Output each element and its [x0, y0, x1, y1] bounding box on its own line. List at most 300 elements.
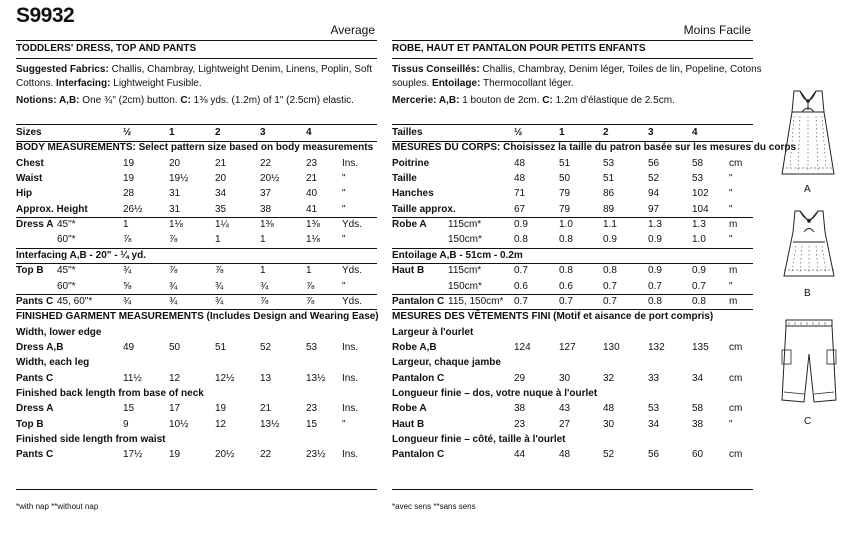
row-label: Top B — [16, 265, 44, 277]
size-cell: 35 — [215, 203, 227, 215]
pants-c-illustration — [776, 316, 842, 412]
unit-cell: " — [342, 188, 346, 200]
size-cell: 1 — [260, 265, 266, 277]
size-cell: ⅞ — [215, 265, 224, 277]
size-cell: 50 — [559, 173, 571, 185]
size-cell: 58 — [692, 157, 704, 169]
size-cell: 33 — [648, 372, 660, 384]
table-row — [16, 342, 377, 355]
size-cell: 1⅛ — [306, 234, 320, 246]
size-cell: 4 — [692, 127, 698, 138]
fabrics-text-fr: Challis, Chambray, Denim léger, Toiles de lin, Popeline, Cotons — [479, 64, 762, 75]
notions-label: Notions: A,B: — [16, 95, 80, 106]
unit-cell: Ins. — [342, 341, 359, 353]
row-label: Tailles — [392, 127, 423, 138]
size-cell: 29 — [514, 372, 526, 384]
size-cell: 22 — [260, 157, 272, 169]
size-cell: 13 — [260, 372, 272, 384]
row-label: Pantalon C — [392, 295, 445, 307]
size-cell: 52 — [260, 341, 272, 353]
size-cell: 30 — [559, 372, 571, 384]
size-cell: 1 — [215, 234, 221, 246]
row-divider — [392, 248, 753, 249]
size-cell: 1⅜ — [306, 219, 320, 231]
row-label: Pants C — [16, 372, 54, 384]
row-label: Robe A — [392, 219, 427, 231]
section-heading-text: Largeur, chaque jambe — [392, 357, 501, 369]
row-divider — [16, 248, 377, 249]
size-cell: 124 — [514, 341, 531, 353]
size-cell: 34 — [692, 372, 704, 384]
interfacing-text: Lightweight Fusible. — [110, 78, 202, 89]
size-cell: 15 — [123, 403, 135, 415]
size-cell: 1⅛ — [169, 219, 183, 231]
size-cell: 26½ — [123, 203, 143, 215]
size-cell: ½ — [514, 127, 523, 138]
row-label: Hanches — [392, 188, 434, 200]
size-cell: ⅞ — [306, 295, 315, 307]
figure-b-label: B — [804, 288, 811, 299]
fabrics-text: Challis, Chambray, Lightweight Denim, Linens, Poplin, Soft — [108, 64, 373, 75]
size-cell: 60 — [692, 449, 704, 461]
size-cell: 102 — [692, 188, 709, 200]
section-heading-text: Longueur finie – côté, taille à l'ourlet — [392, 434, 566, 445]
size-cell: 0.8 — [559, 265, 573, 277]
unit-cell: m — [729, 219, 738, 231]
unit-cell: cm — [729, 157, 743, 169]
size-cell: ⅞ — [169, 234, 178, 246]
section-heading — [392, 388, 753, 401]
table-bottom-rule-fr — [392, 489, 753, 490]
fabric-width-cell: 45, 60"* — [57, 295, 93, 307]
table-bottom-rule — [16, 489, 377, 490]
row-label: Haut B — [392, 418, 425, 430]
size-cell: 1.1 — [603, 219, 617, 231]
table-row — [392, 265, 753, 278]
size-cell: 1.3 — [692, 219, 706, 231]
fabric-width-cell: 150cm* — [448, 280, 482, 292]
interfacing-label: Interfacing: — [56, 78, 111, 89]
table-row — [392, 419, 753, 432]
table-header-row — [16, 127, 377, 140]
fabric-width-cell: 150cm* — [448, 234, 482, 246]
size-cell: 1 — [559, 127, 565, 138]
size-cell: 56 — [648, 449, 660, 461]
size-cell: 34 — [215, 188, 227, 200]
title-rule — [16, 40, 377, 41]
section-heading-text: MESURES DU CORPS: Choisissez la taille du patron basée sur les mesures du corps — [392, 142, 797, 154]
unit-cell: " — [729, 173, 733, 185]
row-label: Pants C — [16, 449, 54, 461]
size-cell: 48 — [603, 403, 615, 415]
row-label: Chest — [16, 157, 44, 169]
size-cell: 23 — [514, 418, 526, 430]
section-heading — [392, 250, 753, 263]
pattern-title: TODDLERS' DRESS, TOP AND PANTS — [16, 43, 197, 54]
section-heading — [392, 327, 753, 340]
table-row — [16, 173, 377, 186]
size-cell: 32 — [603, 372, 615, 384]
footnote-fr: *avec sens **sans sens — [392, 502, 476, 511]
pattern-title-fr: ROBE, HAUT ET PANTALON POUR PETITS ENFANTS — [392, 43, 646, 54]
size-cell: 135 — [692, 341, 709, 353]
size-cell: 132 — [648, 341, 665, 353]
notions-c-label-fr: C: — [542, 95, 553, 106]
fabrics-text-2-fr: souples. — [392, 78, 433, 89]
row-label: Waist — [16, 173, 43, 185]
section-heading-text: Finished back length from base of neck — [16, 387, 204, 399]
unit-cell: " — [729, 188, 733, 200]
size-cell: 20½ — [215, 449, 235, 461]
row-label: Pants C — [16, 295, 54, 307]
row-label: Hip — [16, 188, 33, 200]
section-heading — [16, 142, 377, 155]
unit-cell: " — [342, 203, 346, 215]
row-label: Approx. Height — [16, 203, 88, 215]
difficulty-label: Average — [330, 23, 375, 37]
size-cell: 40 — [306, 188, 318, 200]
size-cell: ⅞ — [306, 280, 315, 292]
size-cell: 50 — [169, 341, 181, 353]
section-heading-text: BODY MEASUREMENTS: Select pattern size based on body measurements — [16, 142, 374, 154]
size-cell: 0.8 — [648, 295, 662, 307]
fabrics-line-2 — [16, 78, 202, 89]
size-cell: ¾ — [215, 280, 224, 292]
size-cell: 22 — [260, 449, 272, 461]
section-heading-text: Largeur à l'ourlet — [392, 326, 474, 338]
section-heading — [16, 311, 377, 324]
size-cell: 10½ — [169, 418, 189, 430]
row-label: Haut B — [392, 265, 425, 277]
table-row — [392, 158, 753, 171]
size-cell: 9 — [123, 418, 129, 430]
notions-c-label: C: — [180, 95, 191, 106]
size-cell: 12 — [215, 418, 227, 430]
table-row — [392, 188, 753, 201]
size-cell: 48 — [514, 173, 526, 185]
size-cell: 19 — [169, 449, 181, 461]
section-heading-text: Finished side length from waist — [16, 434, 166, 445]
unit-cell: " — [729, 280, 733, 292]
unit-cell: cm — [729, 341, 743, 353]
fabrics-label-fr: Tissus Conseillés: — [392, 64, 480, 75]
size-cell: 51 — [559, 157, 571, 169]
size-cell: 52 — [603, 449, 615, 461]
size-cell: 0.7 — [514, 295, 528, 307]
title-under-rule-fr — [392, 58, 753, 59]
size-cell: 19 — [123, 157, 135, 169]
row-label: Pantalon C — [392, 449, 445, 461]
fabrics-text-2: Cottons. — [16, 78, 57, 89]
size-cell: 97 — [648, 203, 660, 215]
size-cell: 1¼ — [215, 219, 229, 231]
size-cell: 48 — [559, 449, 571, 461]
section-heading-text: FINISHED GARMENT MEASUREMENTS (Includes Design and Wearing Ease) — [16, 311, 379, 323]
size-cell: 0.6 — [514, 280, 528, 292]
table-row — [16, 373, 377, 386]
section-heading — [392, 434, 753, 447]
size-cell: 20 — [169, 157, 181, 169]
size-cell: 28 — [123, 188, 135, 200]
fabrics-line — [16, 64, 372, 75]
size-cell: 23 — [306, 403, 318, 415]
table-row — [16, 188, 377, 201]
size-cell: 1 — [123, 219, 129, 231]
section-heading-text: MESURES DES VÊTEMENTS FINI (Motif et aisance de port compris) — [392, 311, 714, 323]
size-cell: 0.7 — [603, 280, 617, 292]
size-cell: ¾ — [123, 265, 132, 277]
size-cell: 17 — [169, 403, 181, 415]
section-heading-text: Width, lower edge — [16, 326, 102, 338]
size-cell: 127 — [559, 341, 576, 353]
size-cell: 51 — [215, 341, 227, 353]
size-cell: 41 — [306, 203, 318, 215]
size-cell: 38 — [260, 203, 272, 215]
size-cell: 21 — [306, 173, 318, 185]
footnote: *with nap **without nap — [16, 502, 99, 511]
table-row — [392, 281, 753, 294]
size-cell: 3 — [260, 127, 266, 138]
size-cell: 67 — [514, 203, 526, 215]
size-cell: 0.6 — [559, 280, 573, 292]
size-cell: ½ — [123, 127, 132, 138]
size-cell: 53 — [306, 341, 318, 353]
table-row — [16, 265, 377, 278]
row-divider — [16, 263, 377, 264]
size-cell: 31 — [169, 203, 181, 215]
notions-label-fr: Mercerie: A,B: — [392, 95, 460, 106]
size-cell: 38 — [692, 418, 704, 430]
interfacing-text-fr: Thermocollant léger. — [480, 78, 574, 89]
unit-cell: " — [342, 418, 346, 430]
size-cell: 1 — [260, 234, 266, 246]
unit-cell: Yds. — [342, 265, 363, 277]
unit-cell: m — [729, 295, 738, 307]
size-cell: 17½ — [123, 449, 143, 461]
fabrics-line-2-fr — [392, 78, 574, 89]
section-heading — [16, 388, 377, 401]
row-label: Top B — [16, 418, 44, 430]
row-label: Poitrine — [392, 157, 430, 169]
size-cell: 30 — [603, 418, 615, 430]
size-cell: 0.9 — [603, 234, 617, 246]
size-cell: 89 — [603, 203, 615, 215]
fabrics-label: Suggested Fabrics: — [16, 64, 109, 75]
table-top-rule-fr — [392, 124, 753, 125]
size-cell: 20½ — [260, 173, 280, 185]
figure-c-label: C — [804, 416, 812, 427]
size-cell: 0.9 — [692, 265, 706, 277]
row-label: Dress A — [16, 219, 54, 231]
size-cell: 104 — [692, 203, 709, 215]
size-cell: 58 — [692, 403, 704, 415]
table-header-row — [392, 127, 753, 140]
size-cell: 0.9 — [514, 219, 528, 231]
row-divider — [392, 217, 753, 218]
size-cell: ¾ — [123, 295, 132, 307]
fabric-width-cell: 45"* — [57, 219, 76, 231]
section-heading-text: Interfacing A,B - 20" - ¼ yd. — [16, 249, 146, 261]
size-cell: 2 — [603, 127, 609, 138]
size-cell: 0.7 — [648, 280, 662, 292]
interfacing-label-fr: Entoilage: — [432, 78, 481, 89]
section-heading — [16, 250, 377, 263]
size-cell: 2 — [215, 127, 221, 138]
notions-text: One ¾" (2cm) button. — [79, 95, 181, 106]
row-label: Dress A — [16, 403, 54, 415]
size-cell: 44 — [514, 449, 526, 461]
section-heading — [392, 357, 753, 370]
table-row — [16, 296, 377, 309]
size-cell: 20 — [215, 173, 227, 185]
size-cell: 1.0 — [559, 219, 573, 231]
unit-cell: Ins. — [342, 403, 359, 415]
row-label: Robe A,B — [392, 341, 437, 353]
pattern-code: S9932 — [16, 4, 75, 27]
size-cell: 56 — [648, 157, 660, 169]
section-heading-text: Longueur finie – dos, votre nuque à l'ourlet — [392, 387, 598, 399]
size-cell: ¾ — [169, 295, 178, 307]
size-cell: 79 — [559, 188, 571, 200]
table-row — [16, 234, 377, 247]
size-cell: 1.3 — [648, 219, 662, 231]
row-label: Sizes — [16, 127, 42, 138]
size-cell: 0.9 — [648, 234, 662, 246]
unit-cell: " — [729, 234, 733, 246]
size-cell: 0.8 — [559, 234, 573, 246]
size-cell: 0.7 — [692, 280, 706, 292]
size-cell: 23 — [306, 157, 318, 169]
fabrics-line-fr — [392, 64, 762, 75]
notions-text-2-fr: 1.2m d'élastique de 2.5cm. — [552, 95, 675, 106]
fabric-width-cell: 115cm* — [448, 265, 482, 277]
difficulty-label-fr: Moins Facile — [683, 23, 751, 37]
size-cell: 94 — [648, 188, 660, 200]
row-divider — [16, 294, 377, 295]
size-cell: 48 — [514, 157, 526, 169]
table-row — [392, 403, 753, 416]
section-heading — [392, 311, 753, 324]
table-row — [392, 204, 753, 217]
unit-cell: Yds. — [342, 295, 363, 307]
notions-text-fr: 1 bouton de 2cm. — [459, 95, 543, 106]
figure-a-label: A — [804, 184, 811, 195]
size-cell: 13½ — [260, 418, 280, 430]
table-row — [16, 281, 377, 294]
unit-cell: Yds. — [342, 219, 363, 231]
table-row — [16, 219, 377, 232]
table-row — [392, 234, 753, 247]
size-cell: 79 — [559, 203, 571, 215]
size-cell: 0.7 — [559, 295, 573, 307]
row-divider — [16, 217, 377, 218]
size-cell: 53 — [692, 173, 704, 185]
notions-text-2: 1⅜ yds. (1.2m) of 1" (2.5cm) elastic. — [190, 95, 354, 106]
size-cell: 31 — [169, 188, 181, 200]
size-cell: ⅞ — [260, 295, 269, 307]
section-heading-text: Width, each leg — [16, 357, 90, 369]
size-cell: ⅝ — [123, 280, 132, 292]
row-label: Taille — [392, 173, 417, 185]
size-cell: 71 — [514, 188, 526, 200]
size-cell: 4 — [306, 127, 312, 138]
table-row — [392, 296, 753, 309]
row-divider — [392, 294, 753, 295]
size-cell: ⅞ — [123, 234, 132, 246]
size-cell: 0.9 — [648, 265, 662, 277]
size-cell: 1 — [306, 265, 312, 277]
unit-cell: cm — [729, 372, 743, 384]
size-cell: 0.7 — [603, 295, 617, 307]
size-cell: 19 — [215, 403, 227, 415]
size-cell: 11½ — [123, 372, 142, 384]
table-row — [392, 219, 753, 232]
size-cell: 49 — [123, 341, 135, 353]
table-row — [392, 173, 753, 186]
size-cell: 3 — [648, 127, 654, 138]
unit-cell: cm — [729, 403, 743, 415]
english-panel — [16, 0, 377, 539]
section-heading-text: Entoilage A,B - 51cm - 0.2m — [392, 249, 523, 261]
size-cell: 1.0 — [692, 234, 706, 246]
unit-cell: Ins. — [342, 449, 359, 461]
size-cell: ⅞ — [169, 265, 178, 277]
size-cell: 21 — [215, 157, 227, 169]
fabric-width-cell: 60"* — [57, 234, 76, 246]
size-cell: 51 — [603, 173, 615, 185]
table-top-rule — [16, 124, 377, 125]
section-heading — [16, 357, 377, 370]
size-cell: 86 — [603, 188, 615, 200]
row-label: Pantalon C — [392, 372, 445, 384]
size-cell: 1⅜ — [260, 219, 274, 231]
size-cell: 52 — [648, 173, 660, 185]
size-cell: 23½ — [306, 449, 326, 461]
size-cell: 12 — [169, 372, 181, 384]
table-row — [16, 158, 377, 171]
fabric-width-cell: 115, 150cm* — [448, 295, 504, 307]
table-row — [16, 204, 377, 217]
unit-cell: m — [729, 265, 738, 277]
size-cell: 0.7 — [514, 265, 528, 277]
size-cell: 12½ — [215, 372, 235, 384]
row-label: Robe A — [392, 403, 427, 415]
size-cell: 0.8 — [514, 234, 528, 246]
size-cell: 19 — [123, 173, 135, 185]
size-cell: 19½ — [169, 173, 189, 185]
section-heading — [16, 327, 377, 340]
fabric-width-cell: 60"* — [57, 280, 76, 292]
notions-line-fr — [392, 95, 675, 106]
row-label: Dress A,B — [16, 341, 64, 353]
unit-cell: Ins. — [342, 372, 359, 384]
size-cell: 0.8 — [603, 265, 617, 277]
unit-cell: cm — [729, 449, 743, 461]
size-cell: 34 — [648, 418, 660, 430]
row-label: Taille approx. — [392, 203, 456, 215]
dress-a-illustration — [772, 88, 844, 180]
table-row — [392, 449, 753, 462]
section-heading — [16, 434, 377, 447]
unit-cell: " — [342, 234, 346, 246]
section-heading — [392, 142, 797, 155]
table-row — [16, 403, 377, 416]
size-cell: ¾ — [215, 295, 224, 307]
table-row — [16, 449, 377, 462]
size-cell: 21 — [260, 403, 272, 415]
french-panel — [392, 0, 797, 539]
table-row — [16, 419, 377, 432]
